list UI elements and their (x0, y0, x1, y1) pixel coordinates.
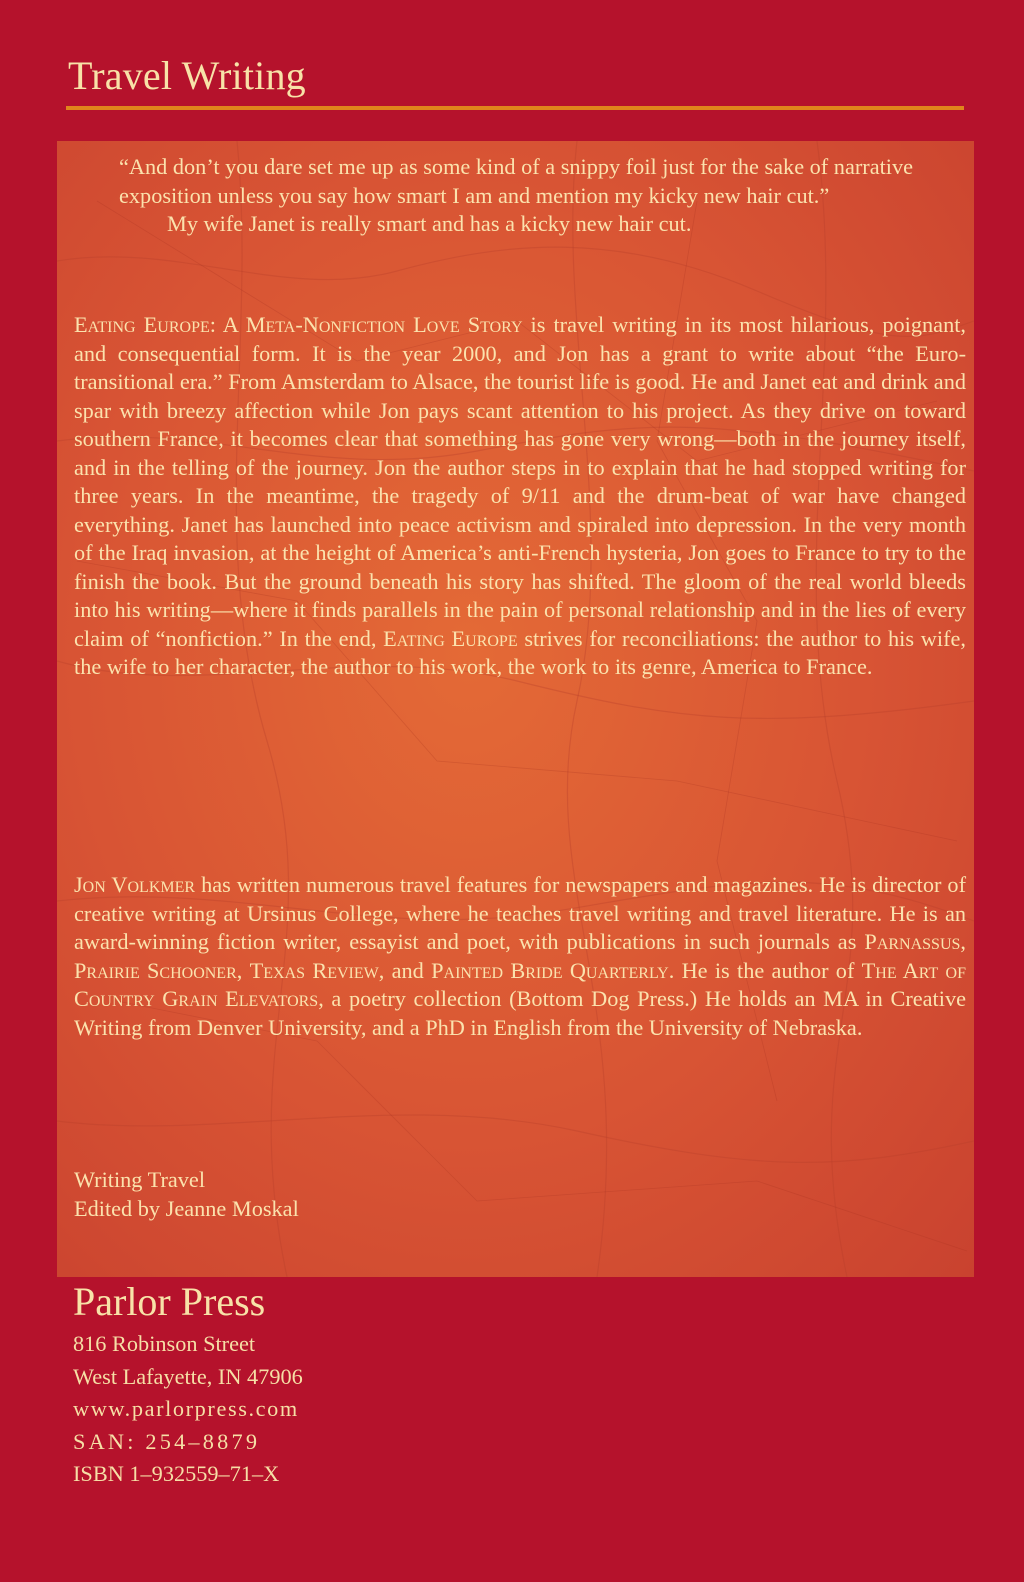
bio-text: . He is the author of (668, 957, 862, 983)
opening-quote (119, 153, 919, 239)
book-description (74, 311, 966, 682)
book-title-inline: Eating Europe (383, 625, 518, 651)
isbn: ISBN 1–932559–71–X (73, 1461, 280, 1486)
heading-rule (66, 106, 964, 110)
publisher-website: www.parlorpress.com (73, 1396, 299, 1421)
publisher-city: West Lafayette, IN 47906 (73, 1363, 303, 1389)
journal-painted-bride-quarterly: Painted Bride Quarterly (431, 957, 669, 983)
quote-dialogue: “And don’t you dare set me up as some kind of a snippy foil just for the sake of narrative exposition unless you say how smart I am and mention my kicky new hair cut.” (119, 154, 914, 208)
bio-text: has written numerous travel features for newspapers and magazines. He is director of creative writing at Ursinus College, where he teaches travel writing and travel literature. He is an award-winning fiction writer, essayist and poet, with publications in such journals as (74, 872, 966, 954)
bio-separator: , and (378, 957, 432, 983)
bio-text-end: , a poetry collection (Bottom Dog Press.) He holds an MA in Creative Writing from Denver University, and a PhD in English from the University of Nebraska. (74, 986, 966, 1040)
poetry-book-title: The Art of Country Grain Elevators (74, 957, 967, 1011)
bio-separator: , (236, 957, 250, 983)
category-heading: Travel Writing (68, 53, 306, 98)
description-text: is travel writing in its most hilarious, poignant, and consequential form. It is the year 2000, and Jon has a grant to write about “the Euro-transitional era.” From Amsterdam to Alsace, the tourist life is good. He and Janet eat and drink and spar with breezy affection while Jon pays scant attention to his project. As they drive on toward southern France, it becomes clear that something has gone very wrong—both in the journey itself, and in the telling of the journey. Jon the author steps in to explain that he had stopped writing for three years. In the meantime, the tragedy of 9/11 and the drum-beat of war have changed everything. Janet has launched into peace activism and spiraled into depression. In the very month of the Iraq invasion, at the height of America’s anti-French hysteria, Jon goes to France to try to the finish the book. But the ground beneath his story has shifted. The gloom of the real world bleeds into his writing—where it finds parallels in the pain of personal relationship and in the lies of every claim of “nonfiction.” In the end, (74, 312, 966, 651)
description-text-end: strives for reconciliations: the author to his wife, the wife to her character, the author to his work, the work to its genre, America to France. (74, 625, 966, 679)
journal-parnassus: Parnassus (864, 929, 961, 954)
journal-texas-review: Texas Review (249, 957, 379, 983)
publisher-name: Parlor Press (73, 1279, 266, 1324)
publisher-street: 816 Robinson Street (73, 1331, 256, 1356)
publisher-info (73, 1276, 303, 1491)
publisher-san: SAN: 254–8879 (73, 1428, 261, 1454)
author-bio (74, 871, 966, 1042)
series-name: Writing Travel (74, 1167, 206, 1192)
map-background-panel (57, 141, 974, 1277)
series-info (74, 1166, 574, 1223)
book-title: Eating Europe: A Meta-Nonfiction Love Story (74, 312, 523, 337)
quote-response: My wife Janet is really smart and has a kicky new hair cut. (167, 211, 692, 236)
series-editor: Edited by Jeanne Moskal (74, 1195, 299, 1221)
author-name: Jon Volkmer (74, 872, 196, 897)
journal-prairie-schooner: Prairie Schooner (74, 957, 237, 983)
bio-separator: , (960, 929, 966, 954)
